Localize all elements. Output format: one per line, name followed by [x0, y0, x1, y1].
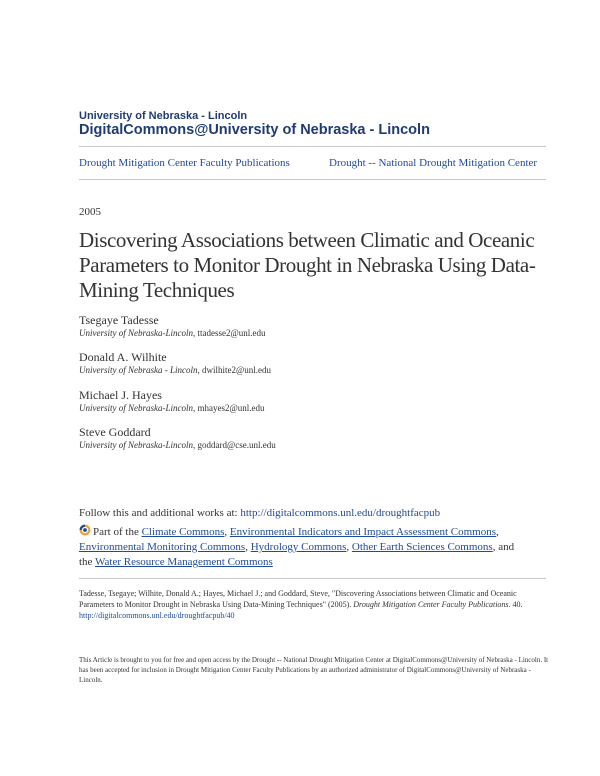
separator: , and	[492, 541, 515, 553]
author-affiliation	[79, 403, 265, 413]
author-email: , goddard@cse.unl.edu	[193, 440, 276, 450]
the-label: the	[79, 556, 95, 568]
affiliation-name: University of Nebraska-Lincoln	[79, 403, 193, 413]
series-link-drought-center[interactable]: Drought -- National Drought Mitigation Center	[329, 157, 538, 169]
author-email: , mhayes2@unl.edu	[193, 403, 265, 413]
commons-link-water-resource[interactable]: Water Resource Management Commons	[95, 556, 273, 568]
author-name: Steve Goddard	[79, 425, 151, 439]
separator: ,	[346, 541, 352, 553]
follow-line	[79, 507, 440, 519]
affiliation-name: University of Nebraska-Lincoln	[79, 328, 193, 338]
divider-header-bottom	[79, 179, 546, 180]
affiliation-name: University of Nebraska-Lincoln	[79, 440, 193, 450]
separator: ,	[496, 526, 499, 538]
author-name: Donald A. Wilhite	[79, 350, 167, 364]
author-affiliation	[79, 328, 266, 338]
commons-link-hydrology[interactable]: Hydrology Commons	[250, 541, 347, 553]
separator: ,	[224, 526, 230, 538]
divider-citation	[79, 578, 546, 579]
commons-link-environmental-indicators[interactable]: Environmental Indicators and Impact Assessment Commons	[229, 526, 496, 538]
commons-network-icon	[79, 524, 91, 536]
author-name: Michael J. Hayes	[79, 388, 162, 402]
part-of-label: Part of the	[93, 526, 142, 538]
recommended-citation	[79, 588, 551, 621]
article-title: Discovering Associations between Climatic and Oceanic Parameters to Monitor Drought in Nebraska Using Data-Mining Techniques	[79, 228, 536, 302]
institution-name: University of Nebraska - Lincoln	[79, 110, 248, 122]
affiliation-name: University of Nebraska - Lincoln	[79, 365, 198, 375]
citation-url[interactable]: http://digitalcommons.unl.edu/droughtfacpub/40	[79, 611, 235, 620]
divider-top	[79, 146, 546, 147]
citation-number: . 40.	[508, 600, 523, 609]
author-affiliation	[79, 365, 271, 375]
access-notice: This Article is brought to you for free and open access by the Drought -- National Drought Mitigation Center at DigitalCommons@University of Nebraska - Lincoln. It has been accepted for inclusion in Drought Mitigation Center Faculty Publications by an authorized administrator of DigitalCommons@University of Nebraska - Lincoln.	[79, 656, 549, 684]
author-name: Tsegaye Tadesse	[79, 313, 159, 327]
separator: ,	[245, 541, 251, 553]
commons-link-other-earth-sciences[interactable]: Other Earth Sciences Commons	[351, 541, 493, 553]
commons-link-climate[interactable]: Climate Commons	[141, 526, 225, 538]
author-affiliation	[79, 440, 276, 450]
author-email: , ttadesse2@unl.edu	[193, 328, 266, 338]
repository-name[interactable]: DigitalCommons@University of Nebraska - Lincoln	[79, 122, 430, 138]
citation-text: Tadesse, Tsegaye; Wilhite, Donald A.; Hayes, Michael J.; and Goddard, Steve, "Discovering Associations between Climatic and Oceanic Parameters to Monitor Drought in Nebraska Using Data-Mining Techniques" (2005).	[79, 589, 517, 609]
publication-year: 2005	[79, 206, 101, 218]
series-link-faculty-publications[interactable]: Drought Mitigation Center Faculty Publications	[79, 157, 290, 169]
follow-label: Follow this and additional works at:	[79, 507, 241, 519]
part-of-commons	[79, 524, 551, 570]
citation-series: Drought Mitigation Center Faculty Publications	[353, 600, 509, 609]
author-email: , dwilhite2@unl.edu	[197, 365, 272, 375]
commons-link-environmental-monitoring[interactable]: Environmental Monitoring Commons	[79, 541, 246, 553]
follow-link[interactable]: http://digitalcommons.unl.edu/droughtfacpub	[240, 507, 441, 519]
